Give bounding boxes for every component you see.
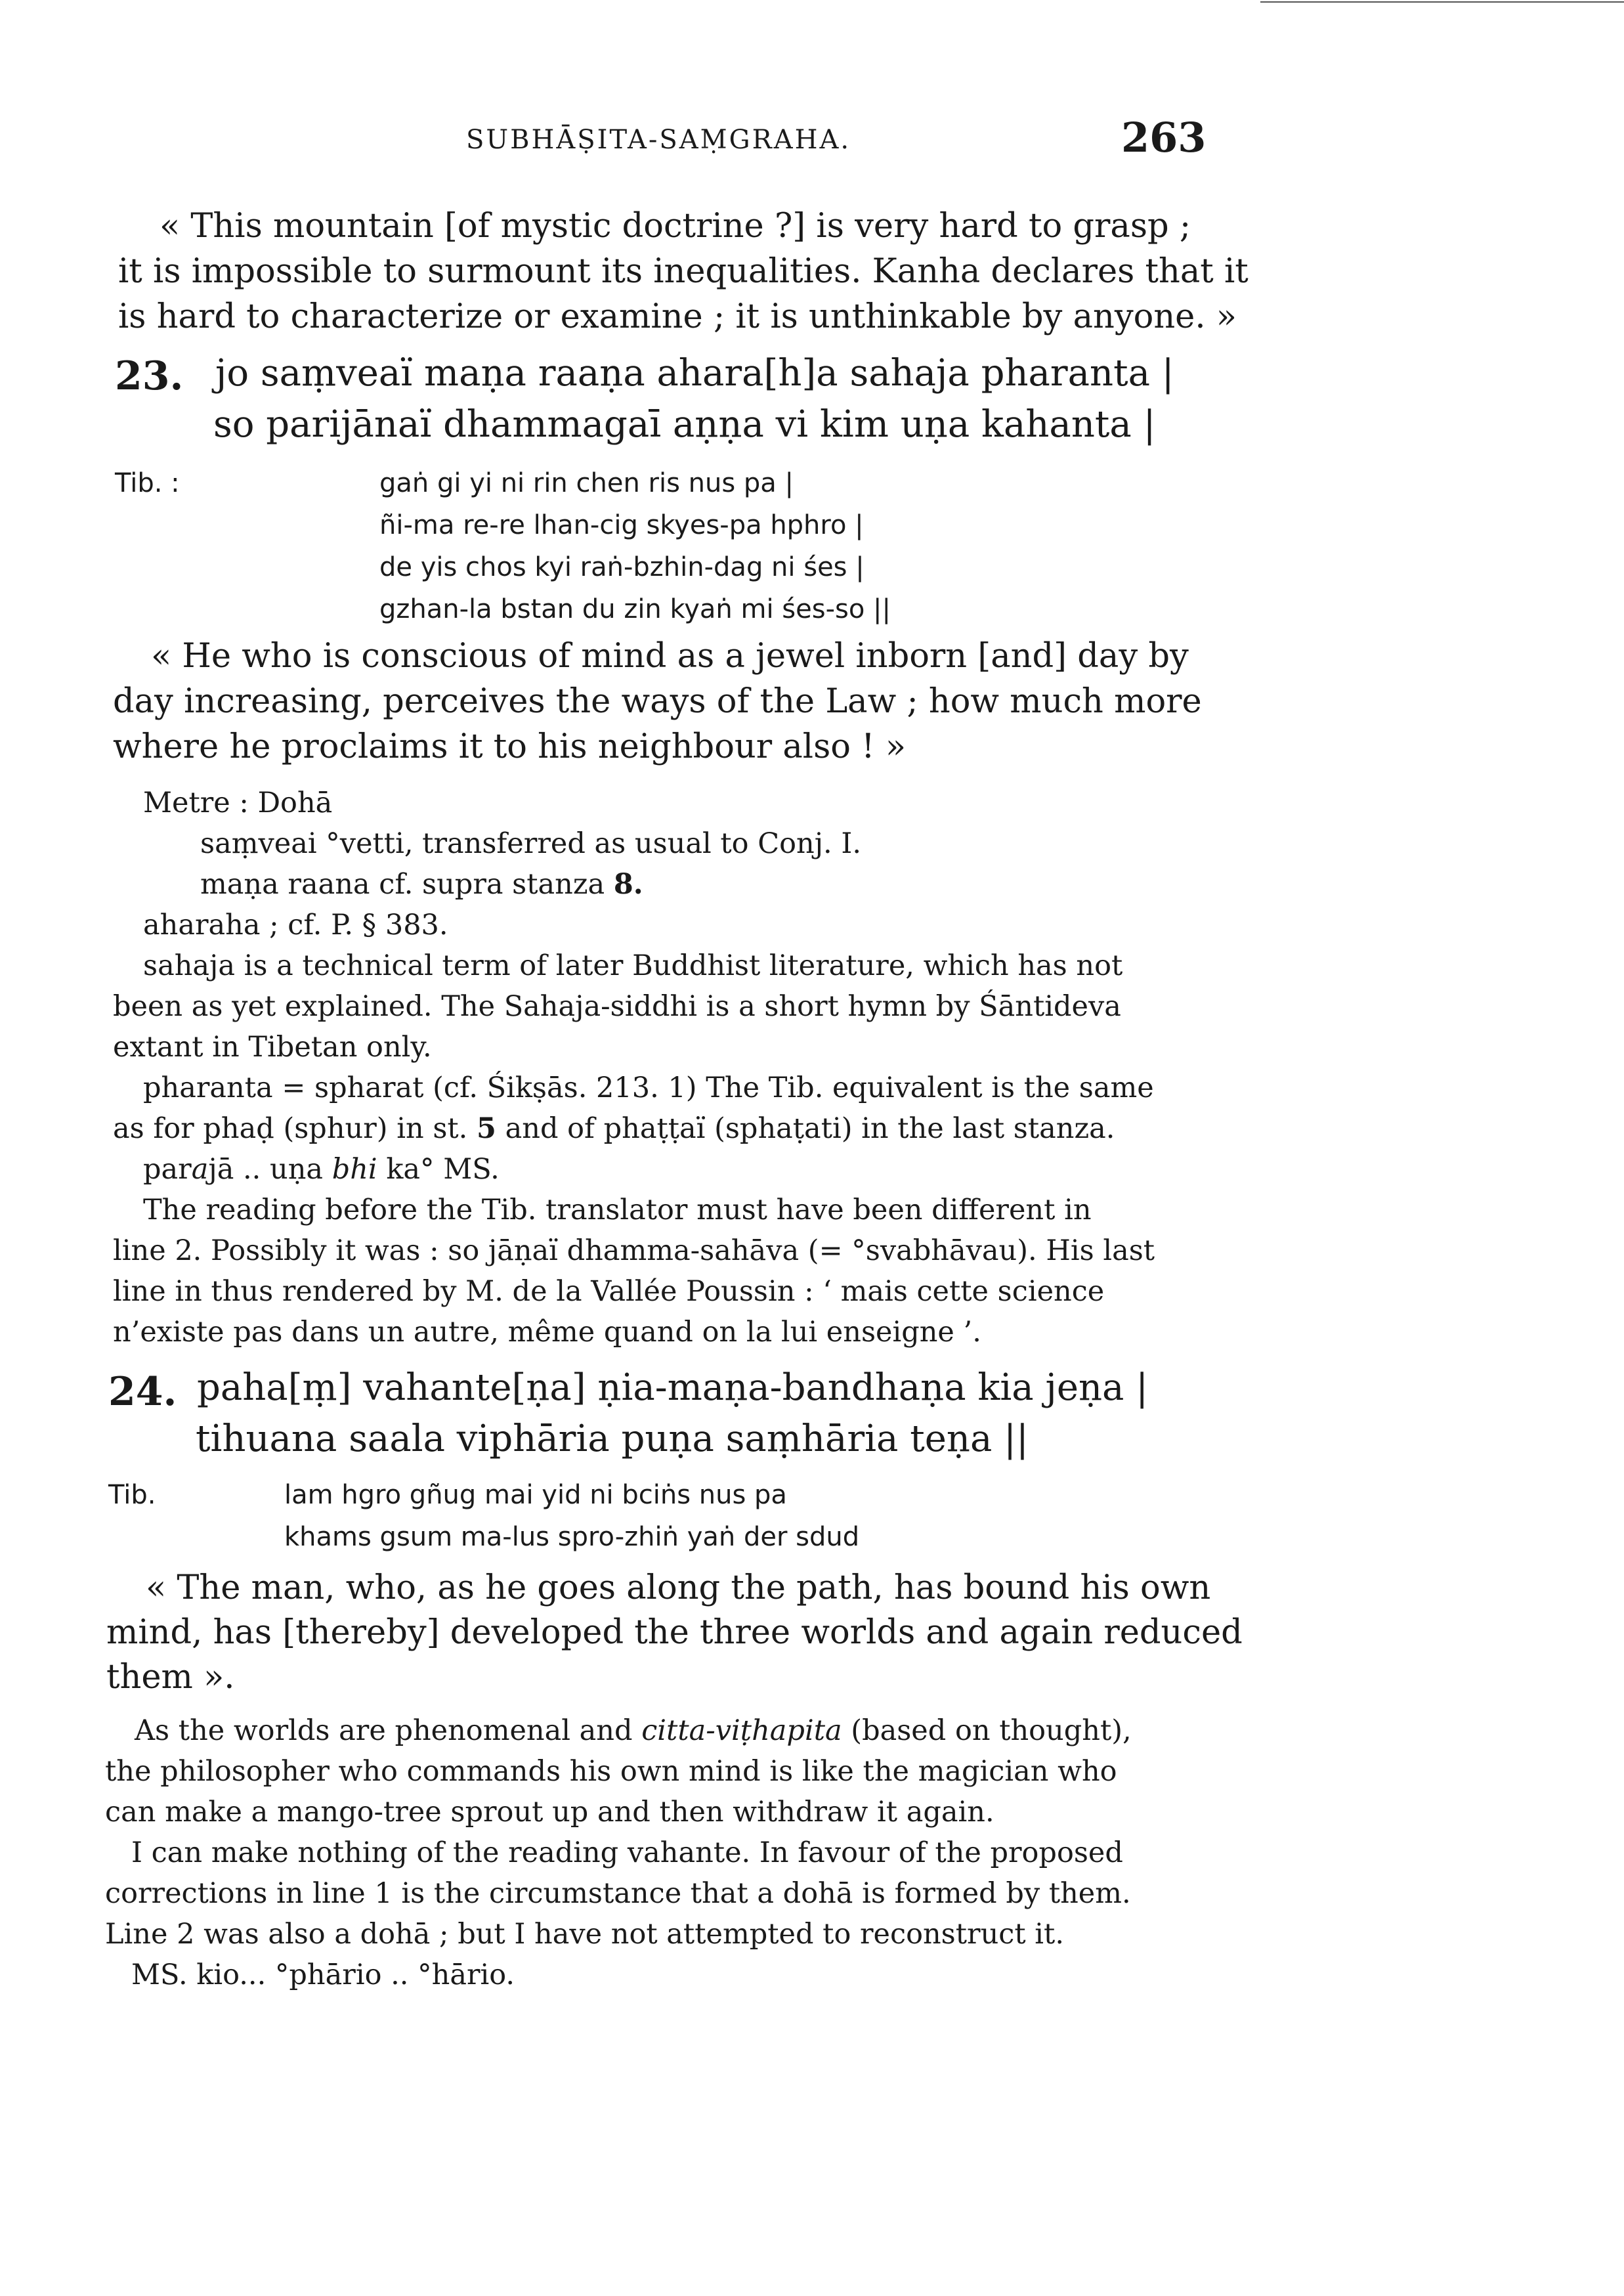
note-paraja: parajā .. uṇa bhi ka° MS. <box>143 1153 500 1186</box>
stanza-24-tib-line-2: khams gsum ma-lus spro-zhiṅ yaṅ der sdud <box>284 1522 860 1552</box>
translation-23-line-3: where he proclaims it to his neighbour also ! » <box>113 727 907 766</box>
note-pharanta-line-2: as for phaḍ (sphur) in st. 5 and of phaṭṭaï (sphaṭati) in the last stanza. <box>113 1112 1115 1145</box>
translation-22-line-3: is hard to characterize or examine ; it is unthinkable by anyone. » <box>118 297 1237 336</box>
note-mana-raana: maṇa raana cf. supra stanza 8. <box>200 868 643 901</box>
translation-23-line-2: day increasing, perceives the ways of the Law ; how much more <box>113 682 1202 721</box>
translation-22-line-1: « This mountain [of mystic doctrine ?] is very hard to grasp ; <box>160 207 1191 246</box>
stanza-23-number: 23. <box>115 353 184 399</box>
note-metre: Metre : Dohā <box>143 787 333 819</box>
stanza-24-tib-line-1: lam hgro gñug mai yid ni bciṅs nus pa <box>284 1480 787 1510</box>
translation-22-line-2: it is impossible to surmount its inequalities. Kanha declares that it <box>118 252 1249 291</box>
stanza-reference: 8. <box>613 868 643 901</box>
note-samveai: saṃveai °vetti, transferred as usual to Conj. I. <box>200 827 862 860</box>
stanza-23-line-1: jo saṃveaï maṇa raaṇa ahara[h]a sahaja pharanta | <box>215 352 1174 395</box>
translation-23-line-1: « He who is conscious of mind as a jewel inborn [and] day by <box>151 637 1189 676</box>
note-reading-line-2: line 2. Possibly it was : so jāṇaï dhamma-sahāva (= °svabhāvau). His last <box>113 1234 1155 1267</box>
running-title: SUBHĀṢITA-SAṂGRAHA. <box>466 125 851 155</box>
note-reading-line-4: n’existe pas dans un autre, même quand on la lui enseigne ’. <box>113 1316 981 1349</box>
stanza-24-number: 24. <box>108 1369 177 1415</box>
note-vahante-line-2: corrections in line 1 is the circumstance that a dohā is formed by them. <box>105 1877 1131 1910</box>
stanza-23-tib-line-4: gzhan-la bstan du zin kyaṅ mi śes-so || <box>379 594 891 624</box>
note-worlds-line-2: the philosopher who commands his own mind is like the magician who <box>105 1755 1117 1788</box>
note-worlds-line-3: can make a mango-tree sprout up and then withdraw it again. <box>105 1796 994 1829</box>
stanza-23-line-2: so parijānaï dhammagaī aṇṇa vi kim uṇa kahanta | <box>213 403 1156 446</box>
translation-24-line-2: mind, has [thereby] developed the three worlds and again reduced <box>106 1613 1243 1652</box>
top-edge-rule <box>1260 1 1624 3</box>
note-sahaja-line-1: sahaja is a technical term of later Buddhist literature, which has not <box>143 949 1123 982</box>
note-sahaja-line-2: been as yet explained. The Sahaja-siddhi is a short hymn by Śāntideva <box>113 990 1121 1023</box>
stanza-reference: 5 <box>477 1112 496 1145</box>
note-reading-line-1: The reading before the Tib. translator must have been different in <box>143 1194 1092 1226</box>
note-ms: MS. kio... °phārio .. °hārio. <box>131 1959 515 1991</box>
note-sahaja-line-3: extant in Tibetan only. <box>113 1031 432 1064</box>
stanza-23-tib-line-2: ñi-ma re-re lhan-cig skyes-pa hphro | <box>379 510 864 540</box>
note-vahante-line-3: Line 2 was also a dohā ; but I have not attempted to reconstruct it. <box>105 1918 1064 1951</box>
page-number: 263 <box>1121 114 1207 162</box>
translation-24-line-3: them ». <box>106 1658 235 1697</box>
translation-24-line-1: « The man, who, as he goes along the path, has bound his own <box>146 1569 1211 1607</box>
note-reading-line-3: line in thus rendered by M. de la Vallée Poussin : ‘ mais cette science <box>113 1275 1105 1308</box>
note-pharanta-line-1: pharanta = spharat (cf. Śikṣās. 213. 1) The Tib. equivalent is the same <box>143 1072 1154 1104</box>
note-worlds-line-1: As the worlds are phenomenal and citta-viṭhapita (based on thought), <box>135 1714 1132 1747</box>
stanza-24-line-2: tihuana saala viphāria puṇa saṃhāria teṇa || <box>196 1418 1029 1460</box>
stanza-23-tib-line-3: de yis chos kyi raṅ-bzhin-dag ni śes | <box>379 552 865 582</box>
stanza-24-tib-label: Tib. <box>108 1480 156 1510</box>
stanza-24-line-1: paha[ṃ] vahante[ṇa] ṇia-maṇa-bandhaṇa kia jeṇa | <box>197 1366 1149 1409</box>
note-vahante-line-1: I can make nothing of the reading vahante. In favour of the proposed <box>131 1836 1123 1869</box>
stanza-23-tib-line-1: gaṅ gi yi ni rin chen ris nus pa | <box>379 468 794 498</box>
stanza-23-tib-label: Tib. : <box>115 468 180 498</box>
note-aharaha: aharaha ; cf. P. § 383. <box>143 909 448 942</box>
